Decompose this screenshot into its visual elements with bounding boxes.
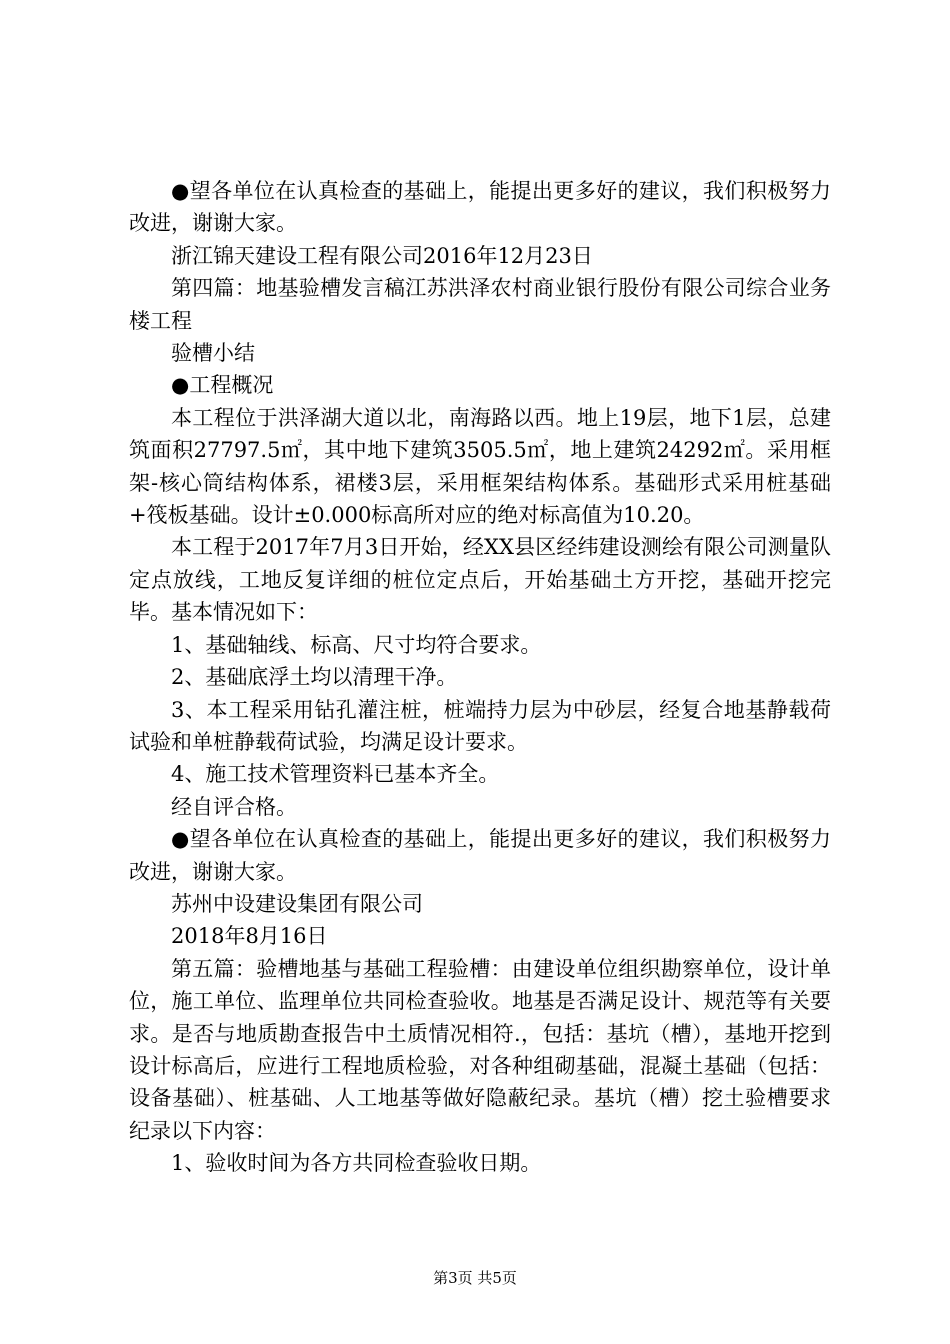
document-body [129, 175, 831, 1180]
list-item-acceptance-time: 1、验收时间为各方共同检查验收日期。 [171, 1151, 542, 1176]
self-evaluation: 经自评合格。 [171, 794, 297, 819]
section-heading-5: 第五篇：验槽地基与基础工程验槽：由建设单位组织勘察单位，设计单位，施工单位、监理单位共同检查验收。地基是否满足设计、规范等有关要求。是否与地质勘查报告中土质情况相符.，包括：基坑（槽），基地开挖到设计标高后，应进行工程地质检验，对各种组砌基础，混凝土基础（包括：设备基础）、桩基础、人工地基等做好隐蔽纪录。基坑（槽）挖土验槽要求纪录以下内容： [129, 956, 831, 1143]
list-item-1: 1、基础轴线、标高、尺寸均符合要求。 [171, 632, 542, 657]
page-footer: 第3页 共5页 [433, 1269, 517, 1287]
paragraph-excavation: 本工程于2017年7月3日开始，经XX县区经纬建设测绘有限公司测量队定点放线，工地反复详细的桩位定点后，开始基础土方开挖，基础开挖完毕。基本情况如下： [129, 535, 831, 625]
closing-remark-2: ●望各单位在认真检查的基础上，能提出更多好的建议，我们积极努力改进，谢谢大家。 [129, 827, 831, 884]
section-heading-4: 第四篇：地基验槽发言稿江苏洪泽农村商业银行股份有限公司综合业务楼工程 [129, 276, 831, 333]
closing-remark-1: ●望各单位在认真检查的基础上，能提出更多好的建议，我们积极努力改进，谢谢大家。 [129, 179, 831, 236]
signature-company-2: 苏州中设建设集团有限公司 [171, 891, 423, 916]
subheading-summary: 验槽小结 [171, 341, 255, 366]
paragraph-project-overview: 本工程位于洪泽湖大道以北，南海路以西。地上19层，地下1层，总建筑面积27797.5㎡，其中地下建筑3505.5㎡，地上建筑24292㎡。采用框架-核心筒结构体系，裙楼3层，采用框架结构体系。基础形式采用桩基础+筏板基础。设计±0.000标高所对应的绝对标高值为10.20。 [129, 405, 831, 528]
signature-company-1: 浙江锦天建设工程有限公司2016年12月23日 [171, 243, 593, 268]
subheading-overview: ●工程概况 [171, 373, 274, 398]
list-item-4: 4、施工技术管理资料已基本齐全。 [171, 762, 500, 787]
list-item-3: 3、本工程采用钻孔灌注桩，桩端持力层为中砂层，经复合地基静载荷试验和单桩静载荷试验，均满足设计要求。 [129, 697, 831, 754]
list-item-2: 2、基础底浮土均以清理干净。 [171, 665, 458, 690]
signature-date-2: 2018年8月16日 [171, 924, 328, 949]
